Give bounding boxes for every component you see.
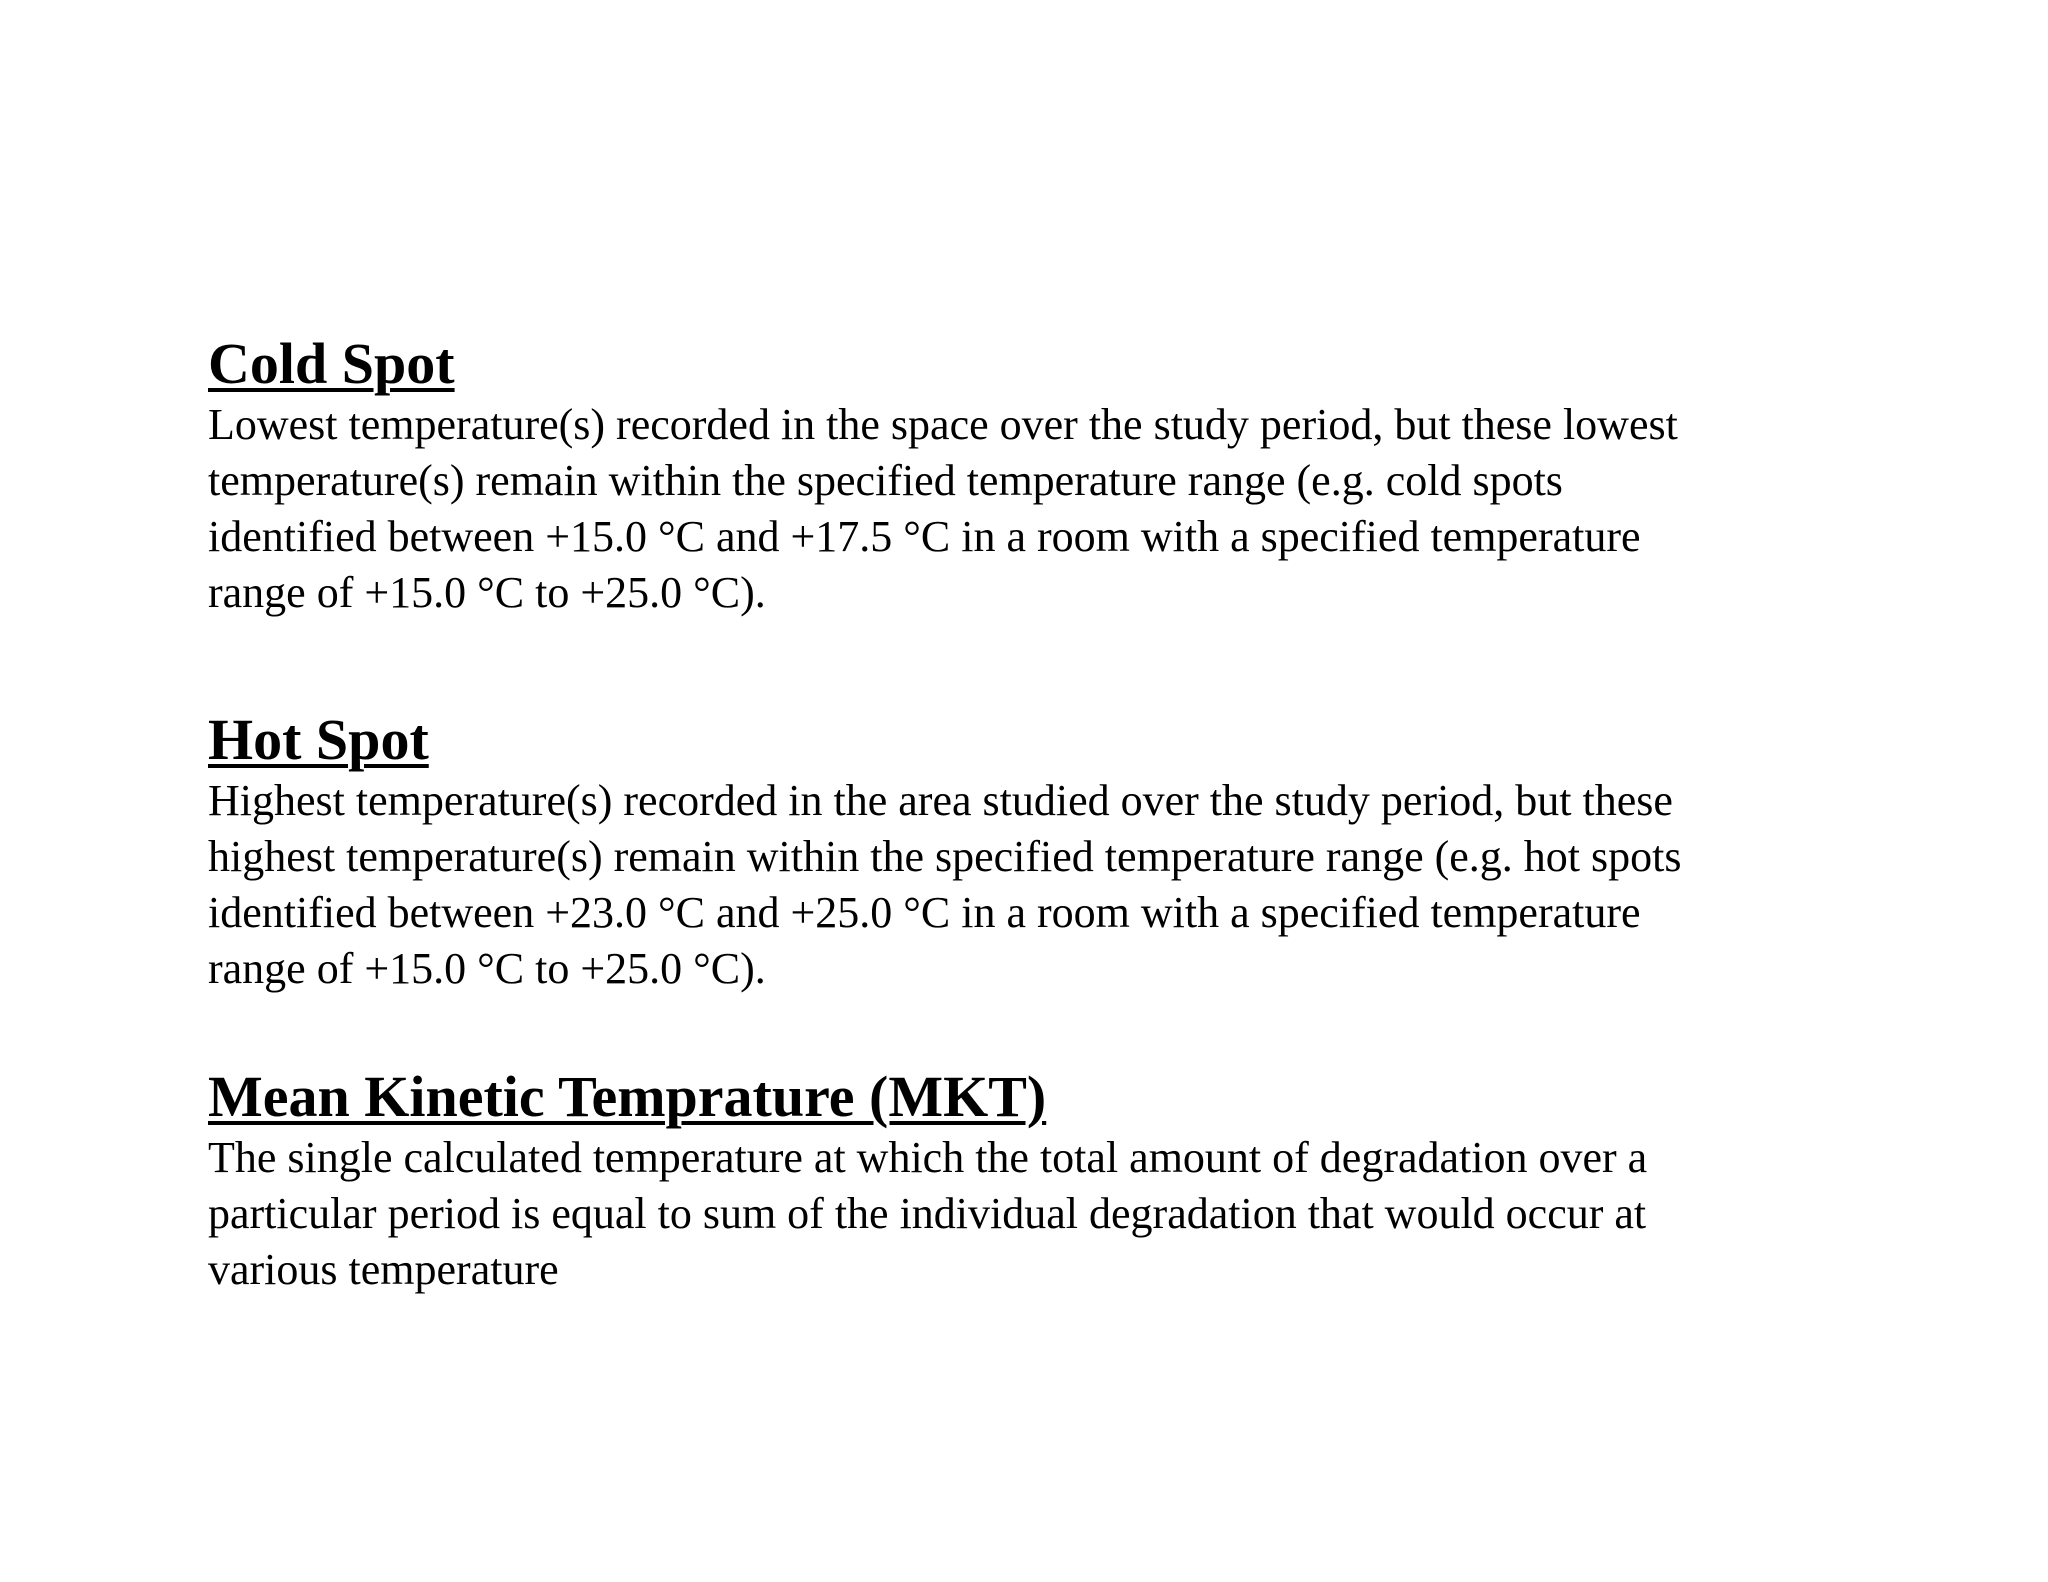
section-hot-spot bbox=[208, 707, 1828, 997]
definition-line: temperature(s) remain within the specified temperature range (e.g. cold spots bbox=[208, 456, 1563, 505]
definition-line: various temperature bbox=[208, 1245, 559, 1294]
definition-line: identified between +15.0 °C and +17.5 °C in a room with a specified temperature bbox=[208, 512, 1641, 561]
definition-line: range of +15.0 °C to +25.0 °C). bbox=[208, 568, 766, 617]
definition-line: Lowest temperature(s) recorded in the space over the study period, but these lowest bbox=[208, 400, 1678, 449]
heading-cold-spot: Cold Spot bbox=[208, 331, 455, 396]
definition-mean-kinetic-temperature bbox=[208, 1130, 1828, 1298]
section-mean-kinetic-temperature bbox=[208, 1064, 1828, 1298]
heading-hot-spot: Hot Spot bbox=[208, 707, 429, 772]
definition-line: range of +15.0 °C to +25.0 °C). bbox=[208, 944, 766, 993]
definition-line: The single calculated temperature at which the total amount of degradation over a bbox=[208, 1133, 1648, 1182]
definition-cold-spot bbox=[208, 397, 1828, 621]
heading-mean-kinetic-temperature: Mean Kinetic Temprature (MKT) bbox=[208, 1064, 1047, 1129]
definition-hot-spot bbox=[208, 773, 1828, 997]
definition-line: identified between +23.0 °C and +25.0 °C in a room with a specified temperature bbox=[208, 888, 1641, 937]
definition-line: highest temperature(s) remain within the specified temperature range (e.g. hot spots bbox=[208, 832, 1682, 881]
section-cold-spot bbox=[208, 331, 1828, 621]
definition-line: Highest temperature(s) recorded in the area studied over the study period, but these bbox=[208, 776, 1673, 825]
definition-line: particular period is equal to sum of the individual degradation that would occur at bbox=[208, 1189, 1647, 1238]
